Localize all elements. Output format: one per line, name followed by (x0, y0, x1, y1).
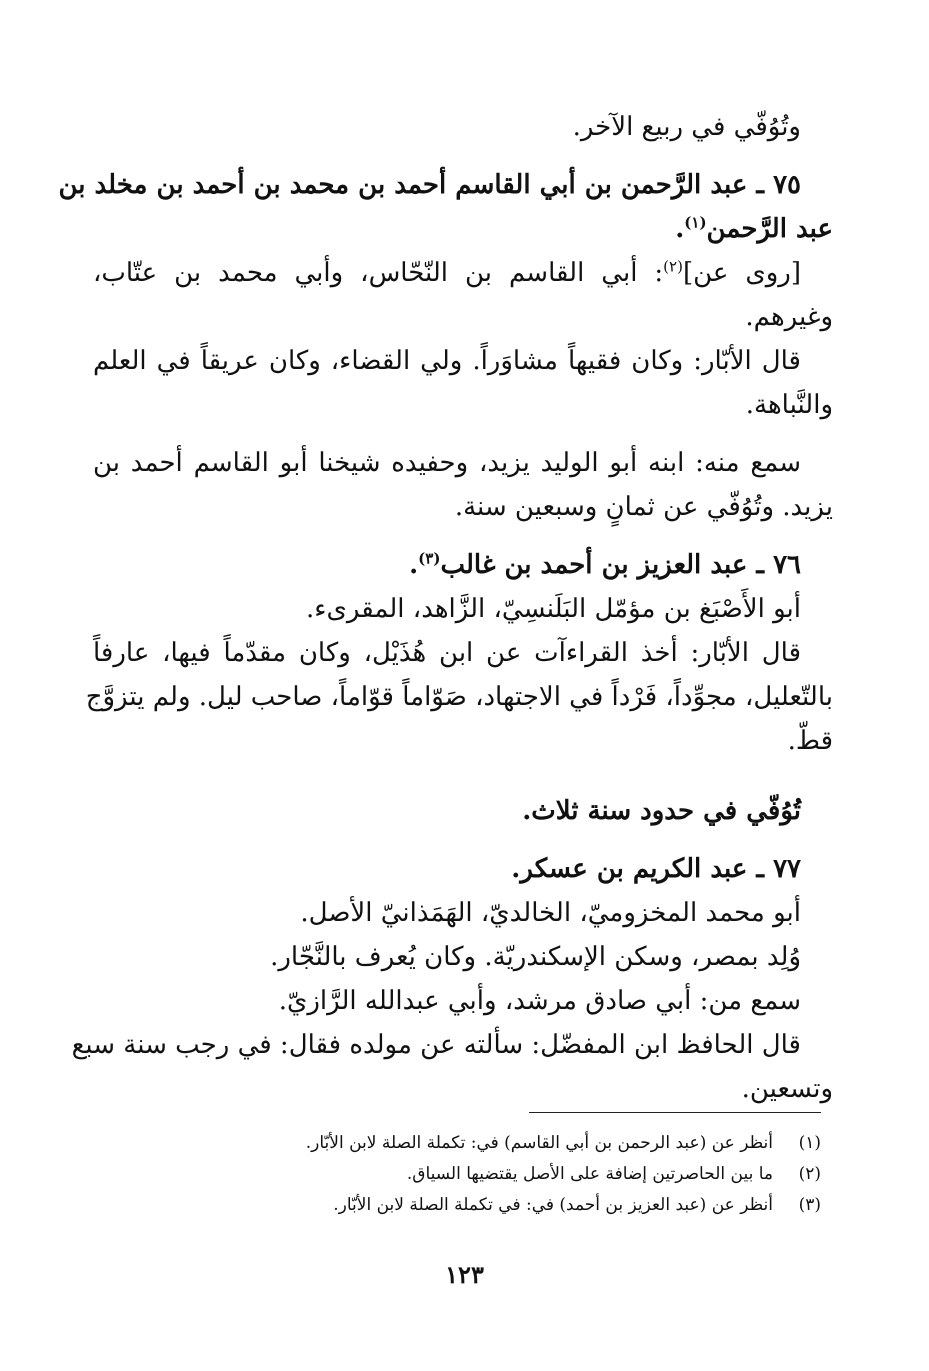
text-line: يزيد. وتُوُفّي عن ثمانٍ وسبعين سنة. (454, 492, 833, 522)
footnote-ref: (٣) (418, 549, 441, 568)
footnote-ref: (٢) (663, 257, 683, 276)
entry-77-heading: ٧٧ ـ عبد الكريم بن عسكر. (511, 854, 801, 884)
page-number: ١٢٣ (445, 1260, 484, 1289)
footnote-ref: (١) (684, 213, 707, 232)
text-line: وغيرهم. (745, 302, 833, 332)
footnote-text: أنظر عن (عبد العزيز بن أحمد) في: في تكملة الصلة لابن الأبّار. (333, 1195, 773, 1215)
text-line: تُوُفّي في حدود سنة ثلاث. (522, 796, 801, 826)
footnote-number: (١) (798, 1133, 821, 1153)
footnote-number: (٢) (798, 1164, 821, 1184)
text-line: قال الحافظ ابن المفضّل: سألته عن مولده فقال: في رجب سنة سبع (71, 1030, 801, 1060)
main-text (58, 105, 833, 1111)
footnote-number: (٣) (798, 1195, 821, 1215)
entry-76-heading: ٧٦ ـ عبد العزيز بن أحمد بن غالب$^{(٣)}$. (409, 549, 801, 580)
footnote-text: أنظر عن (عبد الرحمن بن أبي القاسم) في: تكملة الصلة لابن الأبّار. (305, 1133, 773, 1153)
text-line: أبو محمد المخزوميّ، الخالديّ، الهَمَذانيّ الأصل. (300, 898, 801, 928)
text-line: سمع منه: ابنه أبو الوليد يزيد، وحفيده شيخنا أبو القاسم أحمد بن (93, 448, 801, 478)
footnote-item (201, 1190, 821, 1221)
text-line: بالتّعليل، مجوِّداً، فَرْداً في الاجتهاد، صَوّاماً قوّاماً، صاحب ليل. ولم يتزوَّج (85, 682, 833, 712)
footnote-divider (529, 1112, 821, 1113)
text-line: والنَّباهة. (745, 390, 833, 420)
text-line: سمع من: أبي صادق مرشد، وأبي عبدالله الرَّازيّ. (278, 986, 801, 1016)
text-line: قطّ. (787, 726, 833, 756)
text-line: [روى عن]$^{(٢)}$: أبي القاسم بن النّحّاس، وأبي محمد بن عتّاب، (93, 257, 801, 288)
text-line: أبو الأَصْبَغ بن مؤمّل البَلَنسِيّ، الزَّاهد، المقرىء. (306, 594, 801, 624)
text-line: وُلِد بمصر، وسكن الإسكندريّة. وكان يُعرف بالنَّجّار. (270, 942, 801, 972)
footnote-item (201, 1128, 821, 1159)
footnote-item (201, 1159, 821, 1190)
footnotes (201, 1128, 821, 1221)
text-line: وتُوُفّي في ربيع الآخر. (572, 112, 801, 142)
entry-75-heading-cont: عبد الرَّحمن$^{(١)}$. (675, 213, 833, 244)
text-line: قال الأبّار: أخذ القراءآت عن ابن هُذَيْل، وكان مقدّماً فيها، عارفاً (93, 638, 801, 668)
entry-75-heading: ٧٥ ـ عبد الرَّحمن بن أبي القاسم أحمد بن محمد بن أحمد بن مخلد بن (58, 170, 801, 200)
text-line: وتسعين. (741, 1074, 833, 1104)
footnote-text: ما بين الحاصرتين إضافة على الأصل يقتضيها السياق. (406, 1164, 773, 1184)
text-line: قال الأبّار: وكان فقيهاً مشاوَراً. ولي القضاء، وكان عريقاً في العلم (93, 346, 801, 376)
